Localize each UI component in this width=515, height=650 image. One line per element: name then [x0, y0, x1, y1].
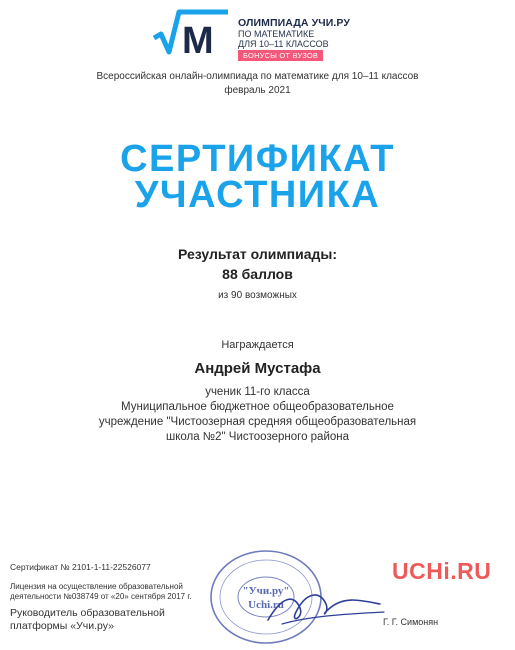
bonus-badge: БОНУСЫ ОТ ВУЗОВ [238, 50, 323, 61]
head-title: платформы «Учи.ру» [10, 620, 114, 632]
logo-letters: M [182, 20, 214, 60]
stamp-text: Uchi.ru [248, 599, 284, 611]
certificate-subtitle: УЧАСТНИКА [134, 174, 381, 216]
recipient-grade: ученик 11-го класса [205, 386, 310, 398]
result-score: 88 баллов [222, 266, 293, 282]
awarded-label: Награждается [221, 339, 294, 351]
license-text: Лицензия на осуществление образовательной [10, 582, 183, 591]
event-date: февраль 2021 [224, 85, 291, 96]
result-label: Результат олимпиады: [177, 246, 338, 262]
school-line: учреждение "Чистоозерная средняя общеобразовательная [98, 416, 417, 428]
school-line: школа №2" Чистоозерного района [165, 431, 350, 443]
license-text: деятельности №038749 от «20» сентября 2017 г. [10, 592, 192, 601]
olympiad-header [152, 8, 362, 60]
brand-line-grades: ДЛЯ 10–11 КЛАССОВ [238, 39, 329, 49]
brand-title: ОЛИМПИАДА УЧИ.РУ [238, 17, 350, 29]
result-max: из 90 возможных [218, 290, 297, 301]
recipient-name: Андрей Мустафа [194, 360, 321, 377]
uchi-logo: UCHi.RU [392, 558, 492, 584]
event-subtitle: Всероссийская онлайн-олимпиада по математике для 10–11 классов [96, 71, 419, 82]
brand-line-subject: ПО МАТЕМАТИКЕ [238, 29, 315, 39]
signer-name: Г. Г. Симонян [383, 617, 439, 627]
school-line: Муниципальное бюджетное общеобразовательное [121, 401, 394, 413]
stamp-text: "Учи.ру" [242, 585, 290, 597]
olympiad-logo [152, 8, 230, 60]
signature [260, 578, 390, 638]
certificate-title: СЕРТИФИКАТ [120, 138, 395, 180]
certificate-number: Сертификат № 2101-1-11-22526077 [10, 562, 151, 572]
head-title: Руководитель образовательной [10, 607, 165, 619]
